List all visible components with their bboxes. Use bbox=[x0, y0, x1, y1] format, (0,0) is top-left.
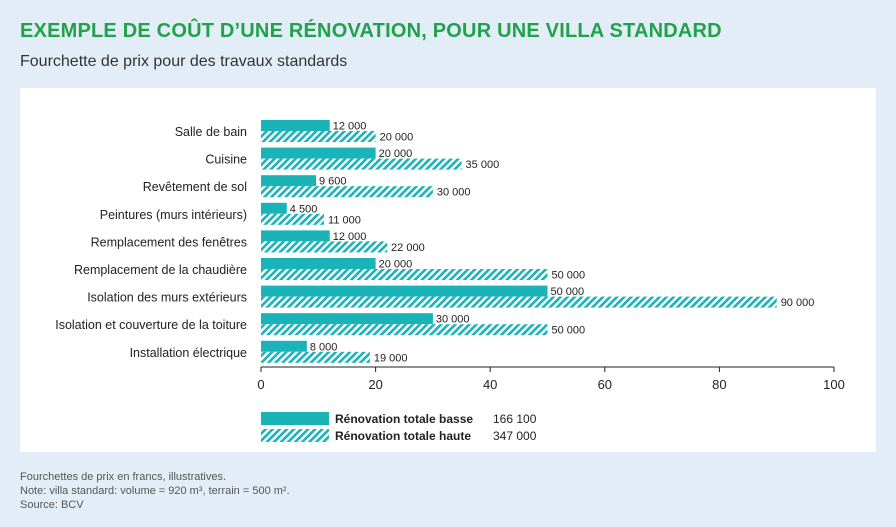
bar-high bbox=[261, 352, 370, 363]
legend-swatch-solid bbox=[261, 412, 329, 425]
bar-high-value-label: 19 000 bbox=[373, 352, 408, 365]
bar-high bbox=[261, 214, 324, 225]
bar-low bbox=[261, 313, 433, 324]
bar-high-value-label: 50 000 bbox=[551, 269, 586, 282]
bar-low bbox=[261, 230, 330, 241]
bar-high bbox=[261, 186, 433, 197]
bar-low bbox=[261, 203, 287, 214]
category-label: Isolation des murs extérieurs bbox=[87, 290, 247, 305]
legend-swatch-hatched bbox=[261, 429, 329, 442]
bar-low-value-label: 20 000 bbox=[378, 148, 413, 161]
legend-total-value: 166 100 bbox=[493, 412, 537, 426]
bar-low bbox=[261, 120, 330, 131]
bar-low-value-label: 9 600 bbox=[319, 175, 347, 188]
chart-title: EXEMPLE DE COÛT D’UNE RÉNOVATION, POUR UNE VILLA STANDARD bbox=[20, 20, 722, 42]
bar-high bbox=[261, 131, 376, 142]
x-tick-label: 20 bbox=[368, 377, 383, 392]
legend-total-value: 347 000 bbox=[493, 429, 537, 443]
bar-high-value-label: 35 000 bbox=[465, 159, 500, 172]
x-tick-label: 0 bbox=[257, 377, 265, 392]
bar-high bbox=[261, 241, 387, 252]
bar-low bbox=[261, 148, 376, 159]
footer-line-1: Fourchettes de prix en francs, illustratives. bbox=[20, 471, 227, 483]
category-label: Remplacement des fenêtres bbox=[90, 235, 247, 250]
bar-high-value-label: 30 000 bbox=[436, 186, 471, 199]
chart-subtitle: Fourchette de prix pour des travaux standards bbox=[20, 53, 348, 70]
bar-low-value-label: 20 000 bbox=[378, 258, 413, 271]
bar-low bbox=[261, 175, 316, 186]
category-label: Cuisine bbox=[205, 152, 247, 167]
bar-low-value-label: 50 000 bbox=[550, 286, 585, 299]
bar-low-value-label: 30 000 bbox=[435, 313, 470, 326]
x-tick-label: 80 bbox=[712, 377, 727, 392]
bar-high-value-label: 90 000 bbox=[780, 297, 815, 310]
category-label: Remplacement de la chaudière bbox=[73, 263, 247, 277]
legend-series-name: Rénovation totale haute bbox=[335, 429, 472, 443]
category-label: Peintures (murs intérieurs) bbox=[99, 207, 247, 222]
footer-notes bbox=[20, 470, 290, 512]
bar-high-value-label: 22 000 bbox=[391, 241, 425, 254]
bar-low-value-label: 8 000 bbox=[309, 341, 338, 354]
footer-line-3: Source: BCV bbox=[20, 499, 84, 511]
bar-high-value-label: 20 000 bbox=[379, 131, 414, 144]
bar-high bbox=[261, 159, 462, 170]
bar-high-value-label: 11 000 bbox=[328, 214, 361, 227]
legend-series-name: Rénovation totale basse bbox=[335, 412, 474, 426]
bar-high bbox=[261, 269, 548, 280]
x-tick-label: 40 bbox=[482, 377, 498, 392]
bar-low-value-label: 12 000 bbox=[332, 230, 367, 243]
category-label: Salle de bain bbox=[174, 125, 247, 139]
footer-line-2: Note: villa standard: volume = 920 m³, terrain = 500 m². bbox=[20, 485, 290, 497]
category-label: Installation électrique bbox=[129, 345, 247, 360]
bar-high-value-label: 50 000 bbox=[551, 324, 586, 337]
bar-high bbox=[261, 324, 548, 335]
bar-low-value-label: 12 000 bbox=[332, 120, 367, 133]
bar-low bbox=[261, 286, 548, 297]
x-tick-label: 60 bbox=[597, 377, 613, 392]
x-tick-label: 100 bbox=[823, 377, 845, 392]
bar-low bbox=[261, 258, 376, 269]
bar-high bbox=[261, 297, 777, 308]
bar-low-value-label: 4 500 bbox=[289, 203, 318, 216]
bar-low bbox=[261, 341, 307, 352]
category-label: Revêtement de sol bbox=[142, 180, 247, 195]
category-label: Isolation et couverture de la toiture bbox=[55, 318, 247, 333]
